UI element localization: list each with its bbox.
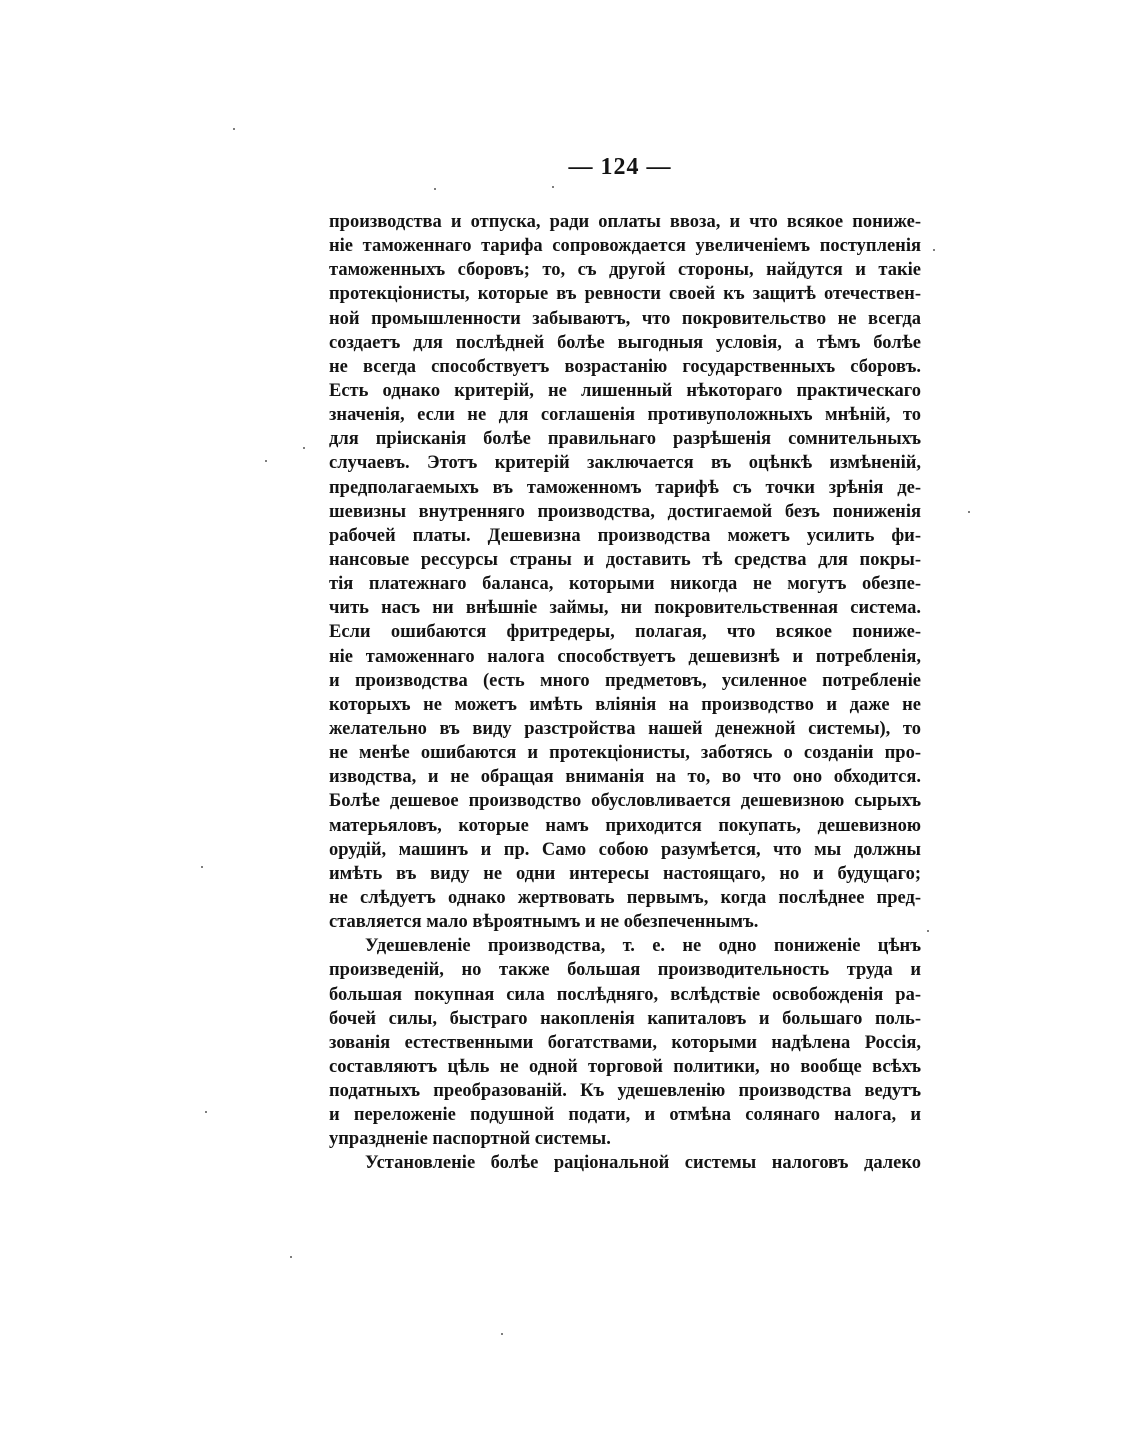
- text-line: и производства (есть много предметовъ, усиленное потребленіе: [329, 670, 921, 691]
- text-line: податныхъ преобразованій. Къ удешевленію производства ведутъ: [329, 1081, 921, 1102]
- scan-speck: [552, 186, 554, 188]
- text-line: Установленіе болѣе раціональной системы налоговъ далеко: [365, 1153, 921, 1174]
- scan-speck: [933, 249, 935, 251]
- scan-speck: [303, 447, 305, 449]
- text-line: имѣть въ виду не одни интересы настоящаго, но и будущаго;: [329, 863, 921, 884]
- text-line: случаевъ. Этотъ критерій заключается въ оцѣнкѣ измѣненій,: [329, 453, 921, 474]
- text-line: ставляется мало вѣроятнымъ и не обезпеченнымъ.: [329, 912, 759, 933]
- text-line: предполагаемыхъ въ таможенномъ тарифѣ съ точки зрѣнія де-: [329, 477, 921, 498]
- page-number: — 124 —: [568, 154, 672, 180]
- text-line: рабочей платы. Дешевизна производства можетъ усилить фи-: [329, 525, 921, 546]
- text-line: таможенныхъ сборовъ; то, съ другой стороны, найдутся и такіе: [329, 260, 921, 281]
- scan-speck: [265, 460, 267, 462]
- text-line: упраздненіе паспортной системы.: [329, 1129, 611, 1150]
- text-line: ной промышленности забываютъ, что покровительство не всегда: [329, 308, 921, 329]
- text-line: зованія естественными богатствами, которыми надѣлена Россія,: [329, 1032, 921, 1053]
- text-line: значенія, если не для соглашенія противуположныхъ мнѣній, то: [329, 405, 921, 426]
- scan-speck: [233, 128, 235, 130]
- text-line: большая покупная сила послѣдняго, вслѣдствіе освобожденія ра-: [329, 984, 921, 1005]
- text-line: составляютъ цѣль не одной торговой политики, но вообще всѣхъ: [329, 1056, 921, 1077]
- text-line: бочей силы, быстраго накопленія капиталовъ и большаго поль-: [329, 1008, 921, 1029]
- text-line: для пріисканія болѣе правильнаго разрѣшенія сомнительныхъ: [329, 429, 921, 450]
- scan-speck: [434, 188, 436, 190]
- scan-speck: [927, 930, 929, 932]
- text-line: производства и отпуска, ради оплаты ввоза, и что всякое пониже-: [329, 212, 921, 232]
- scan-speck: [205, 1111, 207, 1113]
- text-line: изводства, и не обращая вниманія на то, во что оно обходится.: [329, 767, 921, 788]
- text-line: желательно въ виду разстройства нашей денежной системы), то: [329, 718, 921, 739]
- text-line: шевизны внутренняго производства, достигаемой безъ пониженія: [329, 501, 921, 522]
- text-line: произведеній, но также большая производительность труда и: [329, 960, 921, 981]
- text-line: создаетъ для послѣдней болѣе выгодныя условія, а тѣмъ болѣе: [329, 332, 921, 353]
- text-line: не менѣе ошибаются и протекціонисты, заботясь о созданіи про-: [329, 743, 921, 764]
- body-text: [329, 210, 921, 1176]
- text-line: Если ошибаются фритредеры, полагая, что всякое пониже-: [329, 622, 921, 643]
- text-line: Есть однако критерій, не лишенный нѣкотораго практическаго: [329, 380, 921, 401]
- text-line: не слѣдуетъ однако жертвовать первымъ, когда послѣднее пред-: [329, 887, 921, 908]
- text-line: Болѣе дешевое производство обусловливается дешевизною сырыхъ: [329, 791, 921, 812]
- text-line: Удешевленіе производства, т. е. не одно пониженіе цѣнъ: [365, 936, 921, 957]
- text-line: тія платежнаго баланса, которыми никогда не могутъ обезпе-: [329, 574, 921, 595]
- text-line: и переложеніе подушной подати, и отмѣна солянаго налога, и: [329, 1105, 921, 1126]
- text-line: протекціонисты, которые въ ревности своей къ защитѣ отечествен-: [329, 284, 921, 305]
- scan-speck: [501, 1333, 503, 1335]
- text-line: орудій, машинъ и пр. Само собою разумѣется, что мы должны: [329, 839, 921, 860]
- scan-speck: [968, 511, 970, 513]
- scan-speck: [201, 866, 203, 868]
- text-line: нансовые рессурсы страны и доставить тѣ средства для покры-: [329, 549, 921, 570]
- text-line: которыхъ не можетъ имѣть вліянія на производство и даже не: [329, 694, 921, 715]
- text-line: не всегда способствуетъ возрастанію государственныхъ сборовъ.: [329, 356, 921, 377]
- text-line: ніе таможеннаго тарифа сопровождается увеличеніемъ поступленія: [329, 236, 921, 257]
- scan-speck: [290, 1256, 292, 1258]
- text-line: чить насъ ни внѣшніе займы, ни покровительственная система.: [329, 598, 921, 619]
- text-line: ніе таможеннаго налога способствуетъ дешевизнѣ и потребленія,: [329, 646, 921, 667]
- text-line: матерьяловъ, которые намъ приходится покупать, дешевизною: [329, 815, 921, 836]
